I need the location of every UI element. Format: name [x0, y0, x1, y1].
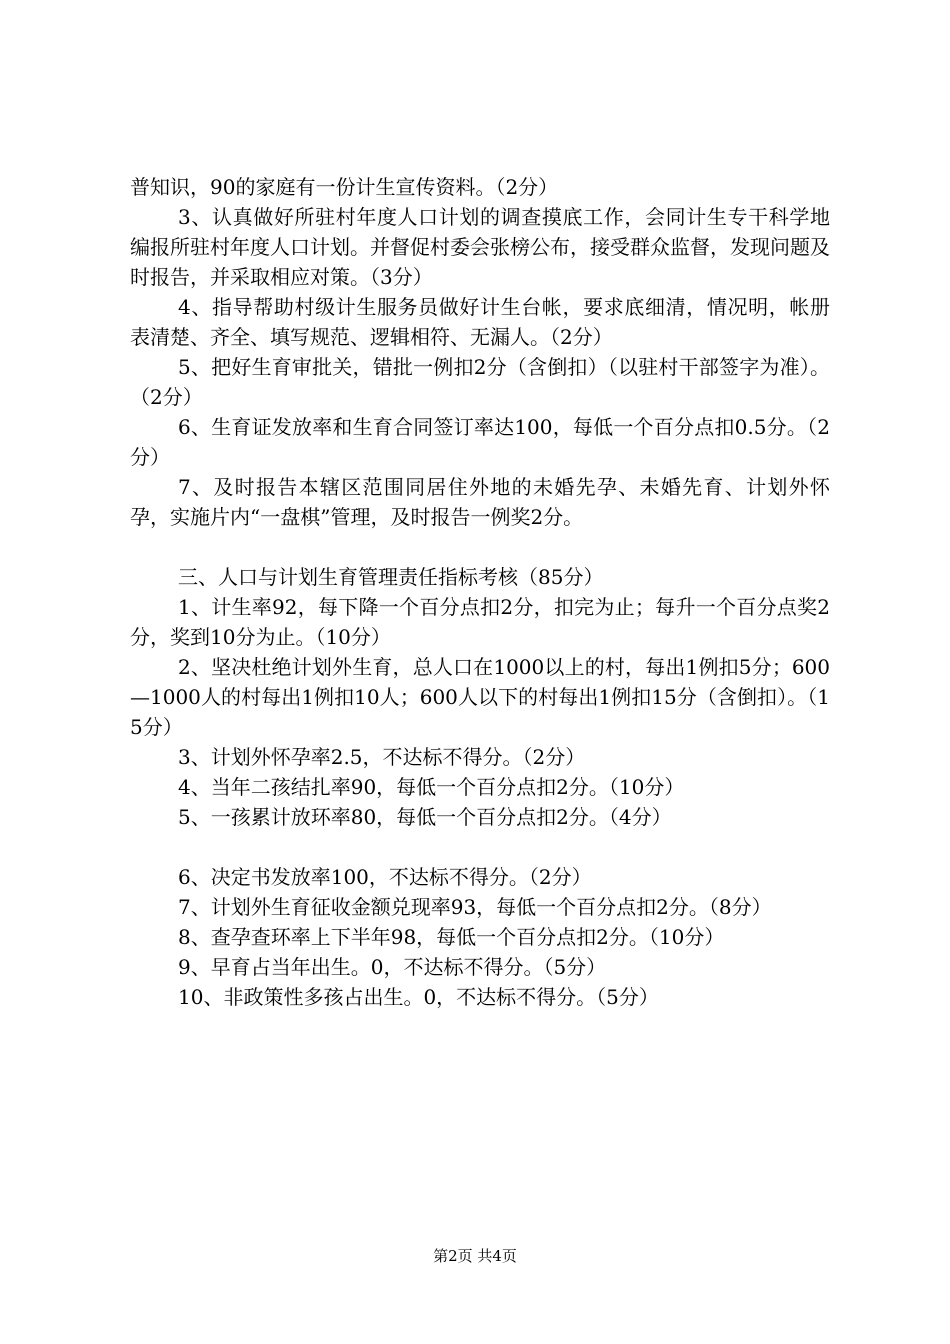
document-body	[130, 172, 830, 1012]
paragraph: 三、人口与计划生育管理责任指标考核（85分）	[178, 565, 604, 589]
paragraph: 7、及时报告本辖区范围同居住外地的未婚先孕、未婚先育、计划外怀孕，实施片内“一盘棋”管理，及时报告一例奖2分。	[130, 475, 830, 529]
paragraph: 5、一孩累计放环率80，每低一个百分点扣2分。（4分）	[178, 805, 672, 829]
paragraph: 9、早育占当年出生。0，不达标不得分。（5分）	[178, 955, 607, 979]
page-footer: 第2页 共4页	[433, 1247, 517, 1265]
paragraph: 6、决定书发放率100，不达标不得分。（2分）	[178, 865, 592, 889]
paragraph: 2、坚决杜绝计划外生育，总人口在1000以上的村，每出1例扣5分；600—1000人的村每出1例扣10人；600人以下的村每出1例扣15分（含倒扣）。（15分）	[130, 655, 830, 739]
paragraph: 4、当年二孩结扎率90，每低一个百分点扣2分。（10分）	[178, 775, 685, 799]
paragraph: 1、计生率92，每下降一个百分点扣2分，扣完为止；每升一个百分点奖2分，奖到10分为止。（10分）	[130, 595, 830, 649]
paragraph: 7、计划外生育征收金额兑现率93，每低一个百分点扣2分。（8分）	[178, 895, 772, 919]
paragraph: 5、把好生育审批关，错批一例扣2分（含倒扣）（以驻村干部签字为准）。（2分）	[130, 355, 830, 409]
paragraph: 4、指导帮助村级计生服务员做好计生台帐，要求底细清，情况明，帐册表清楚、齐全、填写规范、逻辑相符、无漏人。（2分）	[130, 295, 830, 349]
paragraph: 3、计划外怀孕率2.5，不达标不得分。（2分）	[178, 745, 586, 769]
paragraph: 6、生育证发放率和生育合同签订率达100，每低一个百分点扣0.5分。（2分）	[130, 415, 830, 469]
paragraph-spacer	[130, 832, 830, 862]
paragraph-spacer	[130, 532, 830, 562]
paragraph: 8、查孕查环率上下半年98，每低一个百分点扣2分。（10分）	[178, 925, 725, 949]
paragraph: 普知识，90的家庭有一份计生宣传资料。（2分）	[130, 175, 559, 199]
paragraph: 10、非政策性多孩占出生。0，不达标不得分。（5分）	[178, 985, 659, 1009]
paragraph: 3、认真做好所驻村年度人口计划的调查摸底工作，会同计生专干科学地编报所驻村年度人口计划。并督促村委会张榜公布，接受群众监督，发现问题及时报告，并采取相应对策。（3分）	[130, 205, 830, 289]
